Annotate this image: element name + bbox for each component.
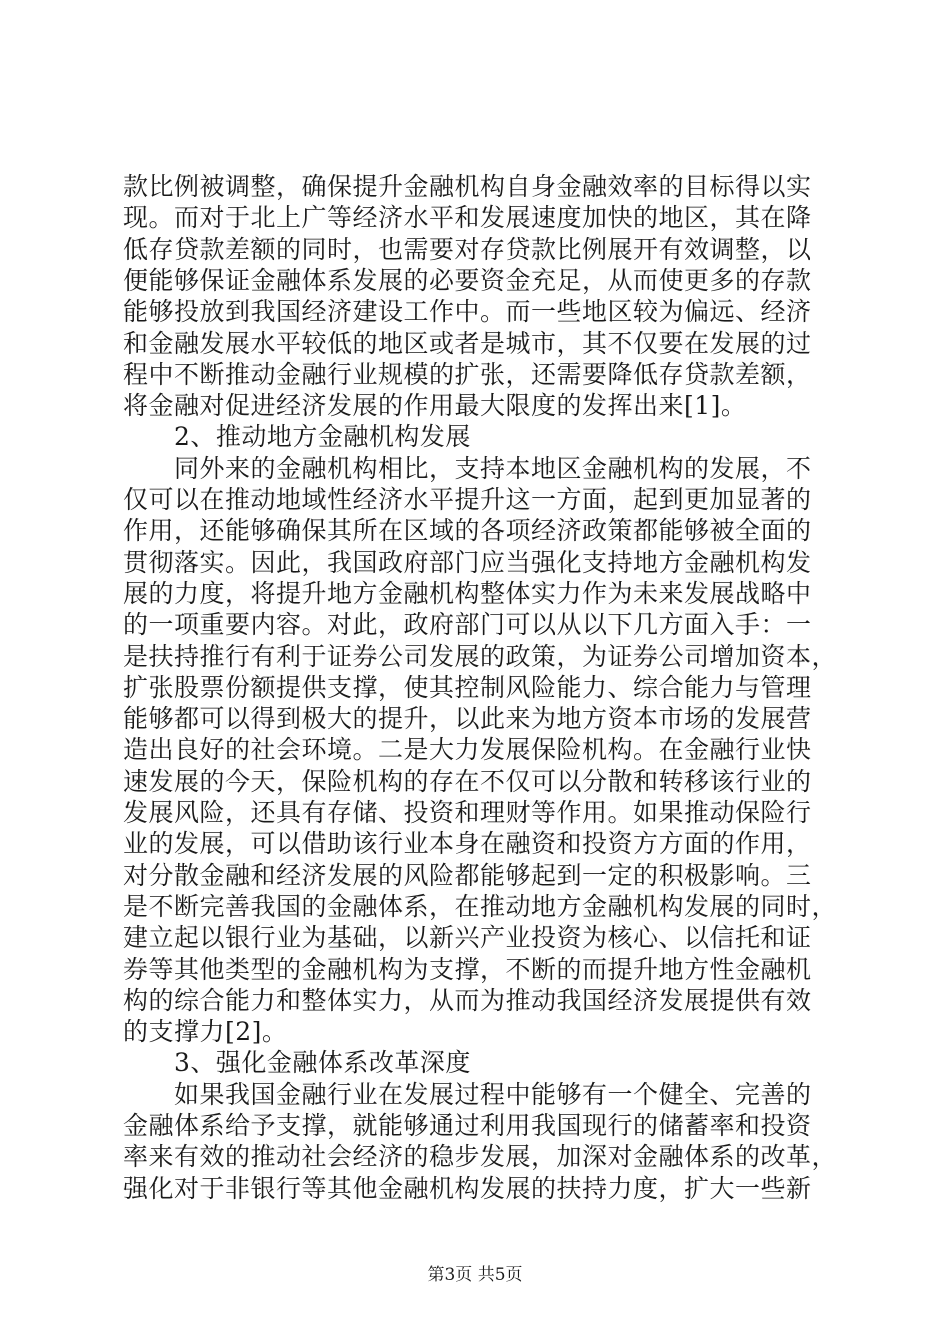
text-line: 是扶持推行有利于证券公司发展的政策，为证券公司增加资本， bbox=[123, 642, 838, 671]
text-line: 能够都可以得到极大的提升，以此来为地方资本市场的发展营 bbox=[123, 704, 812, 733]
page-number-footer: 第3页 共5页 bbox=[427, 1265, 523, 1285]
text-line: 是不断完善我国的金融体系，在推动地方金融机构发展的同时， bbox=[123, 892, 838, 921]
text-line: 业的发展，可以借助该行业本身在融资和投资方方面的作用， bbox=[123, 829, 812, 858]
text-line: 扩张股票份额提供支撑，使其控制风险能力、综合能力与管理 bbox=[123, 673, 812, 702]
text-line: 仅可以在推动地域性经济水平提升这一方面，起到更加显著的 bbox=[123, 485, 812, 514]
text-line: 金融体系给予支撑，就能够通过利用我国现行的储蓄率和投资 bbox=[123, 1111, 812, 1140]
text-line: 便能够保证金融体系发展的必要资金充足，从而使更多的存款 bbox=[123, 266, 812, 295]
text-line: 强化对于非银行等其他金融机构发展的扶持力度，扩大一些新 bbox=[123, 1174, 812, 1203]
text-line: 如果我国金融行业在发展过程中能够有一个健全、完善的 bbox=[123, 1080, 812, 1109]
text-line: 率来有效的推动社会经济的稳步发展，加深对金融体系的改革， bbox=[123, 1142, 838, 1171]
text-line: 对分散金融和经济发展的风险都能够起到一定的积极影响。三 bbox=[123, 861, 812, 890]
text-line: 发展风险，还具有存储、投资和理财等作用。如果推动保险行 bbox=[123, 798, 812, 827]
text-line: 速发展的今天，保险机构的存在不仅可以分散和转移该行业的 bbox=[123, 767, 812, 796]
text-line: 造出良好的社会环境。二是大力发展保险机构。在金融行业快 bbox=[123, 735, 812, 764]
text-line: 3、强化金融体系改革深度 bbox=[123, 1048, 471, 1077]
text-line: 的一项重要内容。对此，政府部门可以从以下几方面入手：一 bbox=[123, 610, 812, 639]
text-line: 现。而对于北上广等经济水平和发展速度加快的地区，其在降 bbox=[123, 203, 812, 232]
text-line: 同外来的金融机构相比，支持本地区金融机构的发展，不 bbox=[123, 454, 812, 483]
text-line: 低存贷款差额的同时，也需要对存贷款比例展开有效调整，以 bbox=[123, 235, 812, 264]
text-line: 的支撑力[2]。 bbox=[123, 1017, 288, 1046]
text-line: 券等其他类型的金融机构为支撑，不断的而提升地方性金融机 bbox=[123, 955, 812, 984]
text-line: 将金融对促进经济发展的作用最大限度的发挥出来[1]。 bbox=[123, 391, 747, 420]
text-line: 程中不断推动金融行业规模的扩张，还需要降低存贷款差额， bbox=[123, 360, 812, 389]
text-line: 展的力度，将提升地方金融机构整体实力作为未来发展战略中 bbox=[123, 579, 812, 608]
text-line: 和金融发展水平较低的地区或者是城市，其不仅要在发展的过 bbox=[123, 329, 812, 358]
text-line: 款比例被调整，确保提升金融机构自身金融效率的目标得以实 bbox=[123, 172, 812, 201]
text-line: 构的综合能力和整体实力，从而为推动我国经济发展提供有效 bbox=[123, 986, 812, 1015]
text-line: 建立起以银行业为基础，以新兴产业投资为核心、以信托和证 bbox=[123, 923, 812, 952]
text-line: 能够投放到我国经济建设工作中。而一些地区较为偏远、经济 bbox=[123, 297, 812, 326]
text-line: 作用，还能够确保其所在区域的各项经济政策都能够被全面的 bbox=[123, 516, 812, 545]
text-line: 贯彻落实。因此，我国政府部门应当强化支持地方金融机构发 bbox=[123, 548, 812, 577]
text-line: 2、推动地方金融机构发展 bbox=[123, 422, 471, 451]
